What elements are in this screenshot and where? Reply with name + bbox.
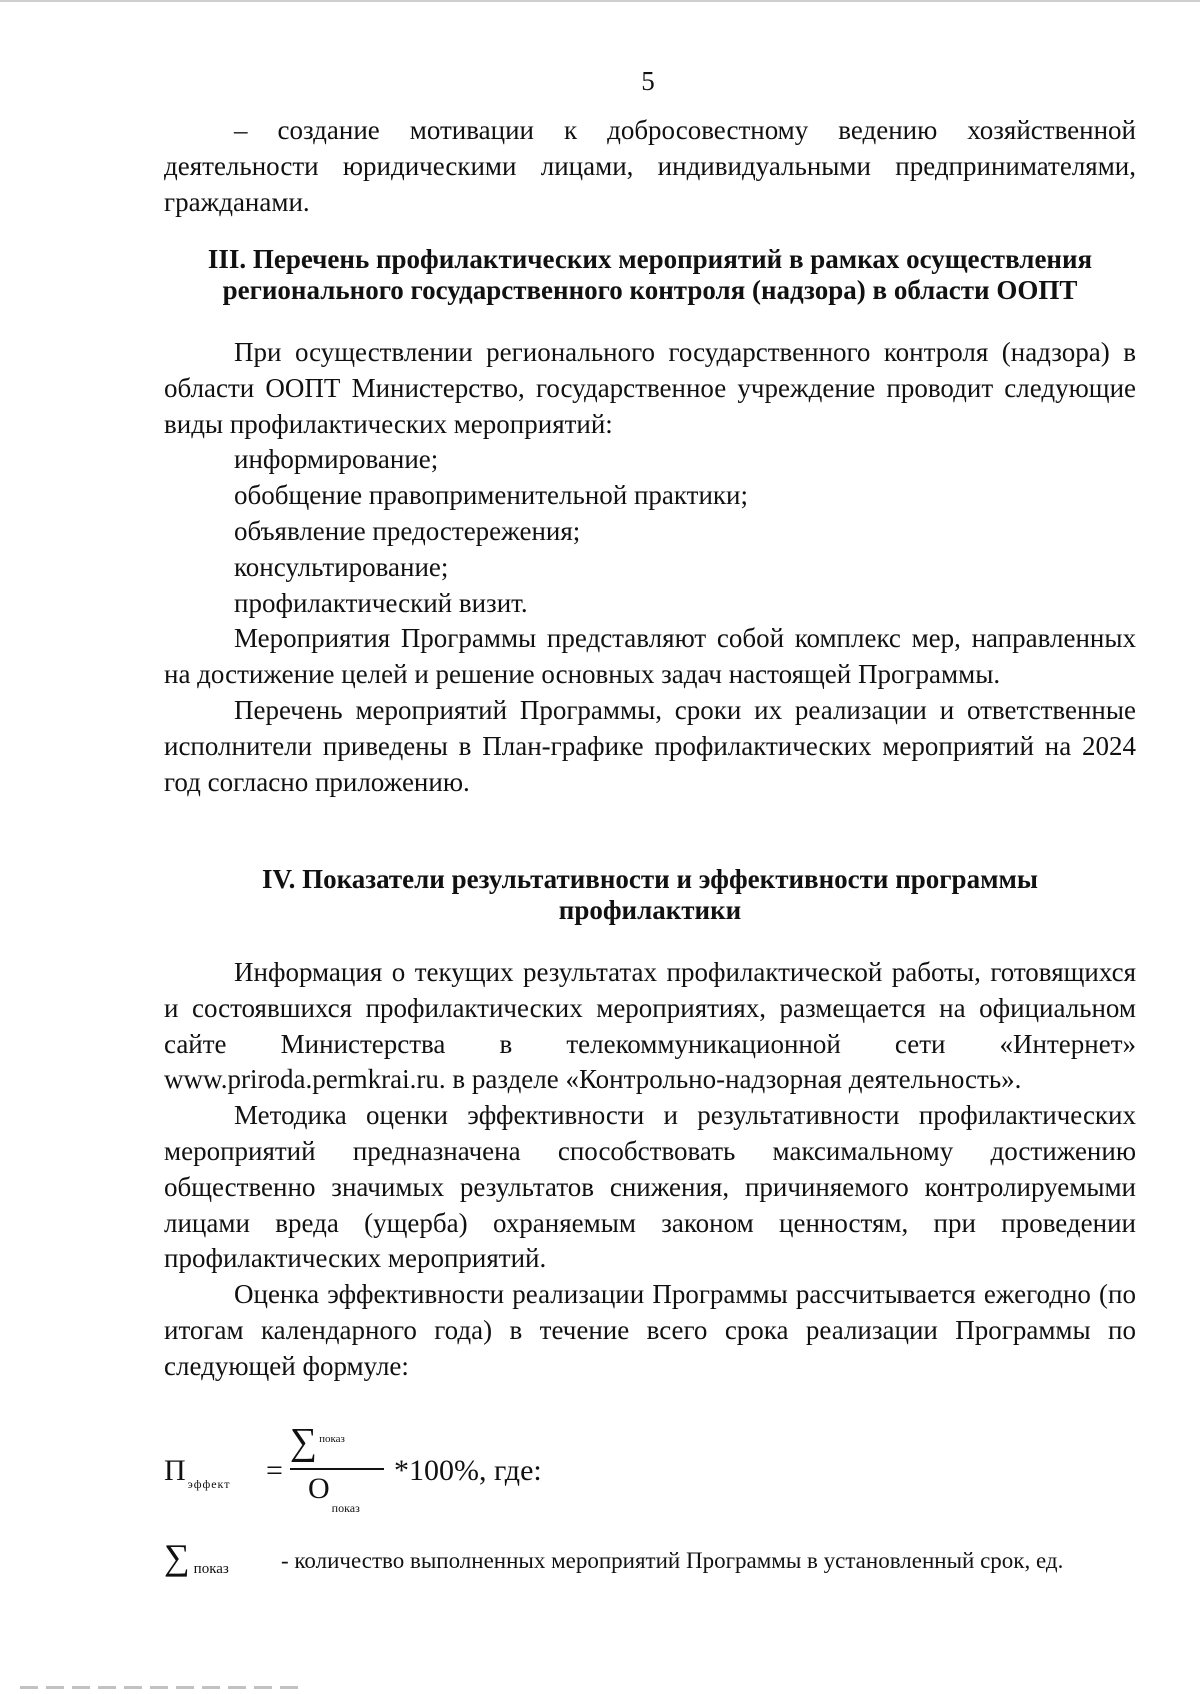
section-4-heading-line-2: профилактики xyxy=(558,895,742,925)
section-3-paragraph-1: При осуществлении регионального государственного контроля (надзора) в области ООПТ Министерство, государственное учреждение проводит следующие виды профилактических мероприятий: xyxy=(164,337,1136,439)
formula-lhs xyxy=(164,1454,230,1492)
section-4-body xyxy=(164,955,1136,1385)
section-4-heading xyxy=(164,864,1136,926)
list-item: консультирование; xyxy=(234,551,449,582)
page-number: 5 xyxy=(641,66,655,96)
legend-symbol xyxy=(164,1536,229,1578)
intro-paragraph: – создание мотивации к добросовестному ведению хозяйственной деятельности юридическими лицами, индивидуальными предпринимателями, гражданами. xyxy=(164,115,1136,217)
legend-description: - количество выполненных мероприятий Программы в установленный срок, ед. xyxy=(281,1548,1064,1573)
scan-bottom-marks xyxy=(20,1686,300,1689)
sigma-icon: ∑ xyxy=(290,1421,318,1463)
section-3-paragraph-3: Перечень мероприятий Программы, сроки их реализации и ответственные исполнители приведены в План-графике профилактических мероприятий на 2024 год согласно приложению. xyxy=(164,694,1136,797)
list-item: обобщение правоприменительной практики; xyxy=(234,480,748,511)
formula-numerator-subscript: показ xyxy=(319,1433,345,1445)
section-3-paragraph-2: Мероприятия Программы представляют собой комплекс мер, направленных на достижение целей и решение основных задач настоящей Программы. xyxy=(164,623,1136,690)
formula-lhs-symbol: П xyxy=(164,1454,186,1487)
scan-top-edge xyxy=(0,0,1200,2)
intro-block xyxy=(164,113,1136,220)
list-item: профилактический визит. xyxy=(234,587,528,618)
formula-legend xyxy=(164,1537,1144,1584)
formula-denominator xyxy=(308,1472,360,1516)
section-4-paragraph-3: Оценка эффективности реализации Программы рассчитывается ежегодно (по итогам календарного года) в течение всего срока реализации Программы по следующей формуле: xyxy=(164,1279,1136,1381)
list-item: объявление предостережения; xyxy=(234,515,581,546)
formula-numerator xyxy=(290,1420,390,1464)
formula-tail: *100%, где: xyxy=(394,1454,542,1487)
formula-equals: = xyxy=(266,1454,283,1487)
list-item: информирование; xyxy=(234,444,439,475)
formula-denominator-symbol: О xyxy=(308,1472,330,1505)
legend-symbol-subscript: показ xyxy=(193,1561,229,1577)
section-3-heading-line-1: III. Перечень профилактических мероприятий в рамках осуществления xyxy=(207,244,1093,274)
section-3-heading xyxy=(164,244,1136,306)
section-3-heading-line-2: регионального государственного контроля (надзора) в области ООПТ xyxy=(222,275,1078,305)
sigma-icon: ∑ xyxy=(164,1537,190,1577)
section-4-paragraph-2: Методика оценки эффективности и результативности профилактических мероприятий предназначена способствовать максимальному достижению общественно значимых результатов снижения, причиняемого контролируемыми лицами вреда (ущерба) охраняемым законом ценностям, при проведении профилактических мероприятий. xyxy=(164,1100,1136,1274)
fraction-bar xyxy=(290,1468,384,1470)
formula-denominator-subscript: показ xyxy=(331,1501,360,1515)
formula-lhs-subscript: эффект xyxy=(187,1477,231,1491)
section-4-heading-line-1: IV. Показатели результативности и эффективности программы xyxy=(262,864,1038,894)
section-4-paragraph-1: Информация о текущих результатах профилактической работы, готовящихся и состоявшихся профилактических мероприятиях, размещается на официальном сайте Министерства в телекоммуникационной сети «Интернет» www.priroda.permkrai.ru. в разделе «Контрольно-надзорная деятельность». xyxy=(164,957,1136,1095)
efficiency-formula xyxy=(164,1420,764,1520)
section-3-body xyxy=(164,335,1136,800)
